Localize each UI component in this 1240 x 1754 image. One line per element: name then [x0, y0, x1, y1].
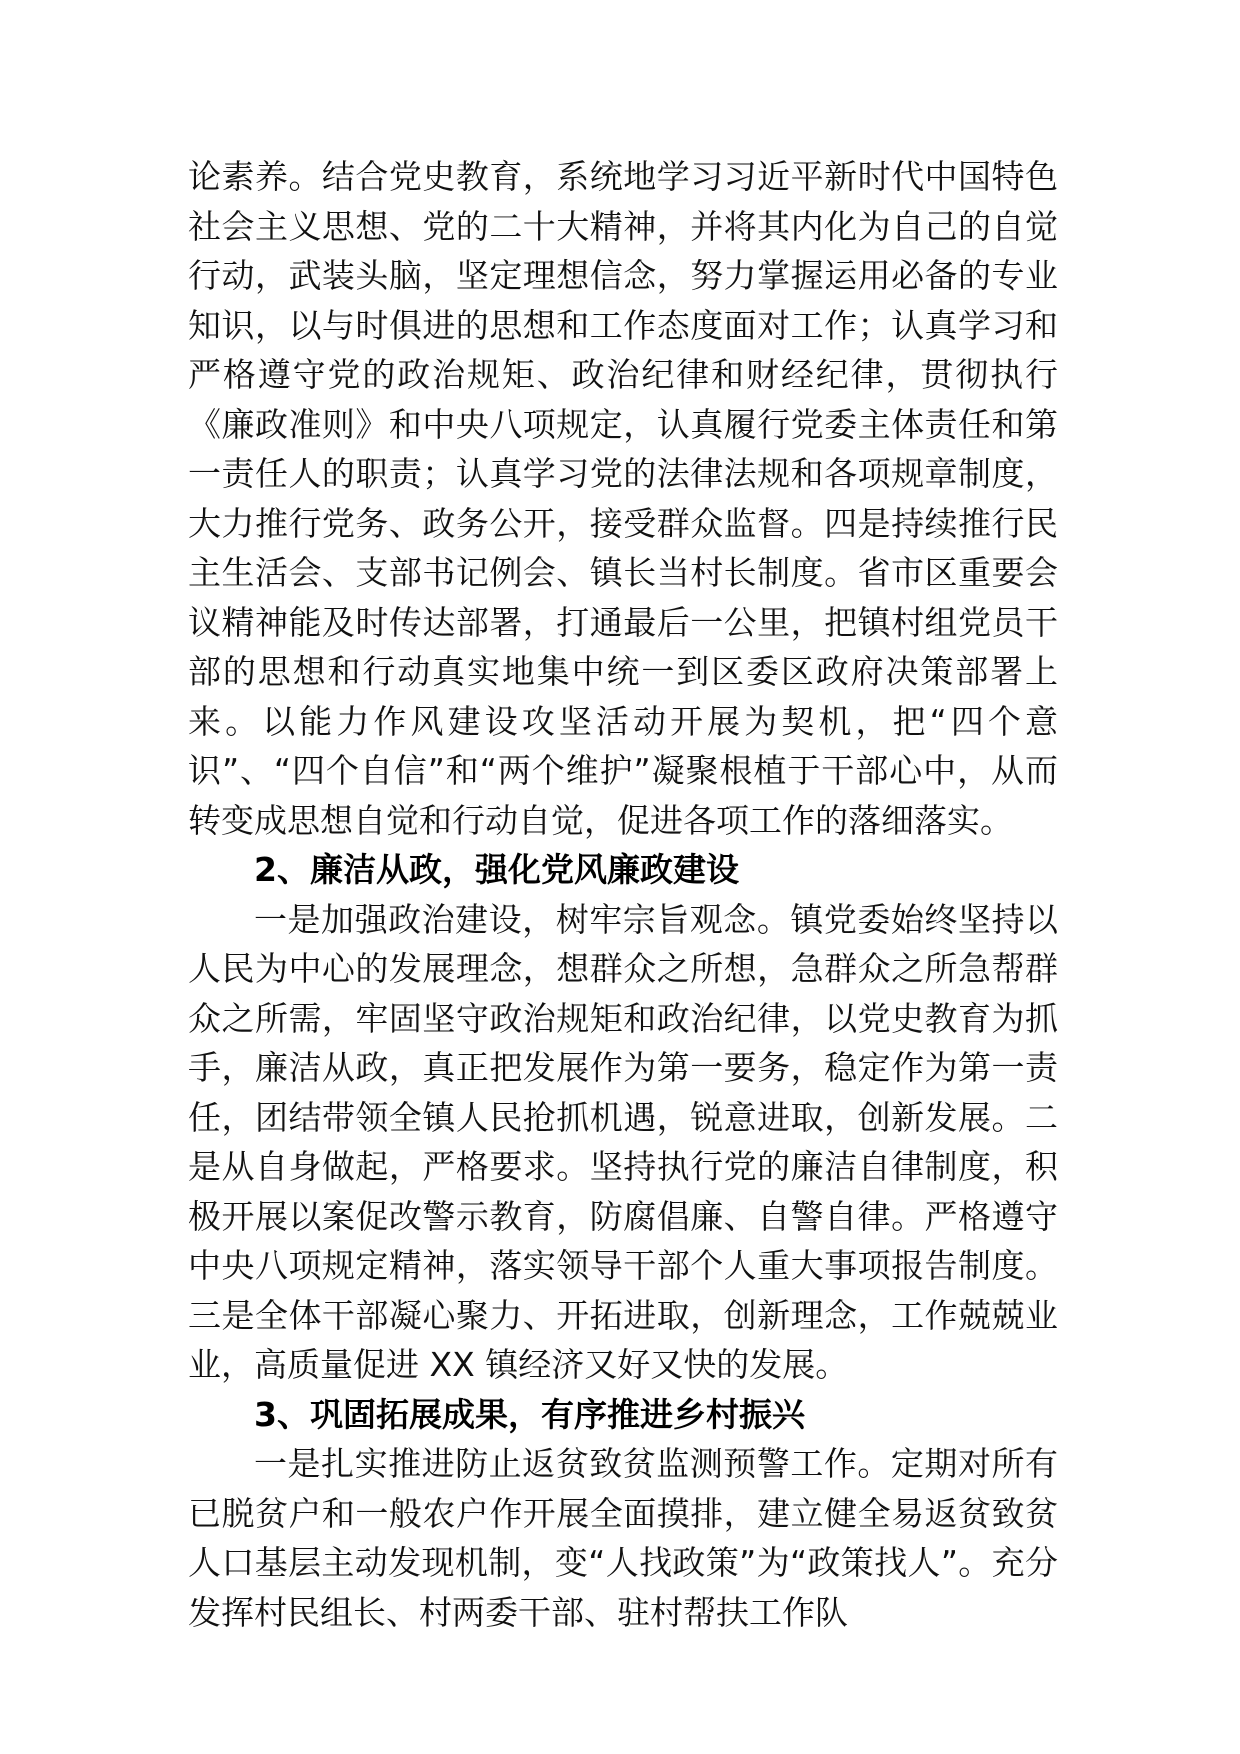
body-paragraph-section-3: 一是扎实推进防止返贫致贫监测预警工作。定期对所有已脱贫户和一般农户作开展全面摸排，建立健全易返贫致贫人口基层主动发现机制，变“人找政策”为“政策找人”。充分发挥村民组长、村两委干部、驻村帮扶工作队	[188, 1444, 1058, 1632]
document-page	[188, 152, 1058, 1637]
section-heading-3: 3、巩固拓展成果，有序推进乡村振兴	[254, 1394, 805, 1434]
section-heading-2: 2、廉洁从政，强化党风廉政建设	[254, 850, 739, 889]
body-paragraph-section-2: 一是加强政治建设，树牢宗旨观念。镇党委始终坚持以人民为中心的发展理念，想群众之所想，急群众之所急帮群众之所需，牢固坚守政治规矩和政治纪律，以党史教育为抓手，廉洁从政，真正把发展作为第一要务，稳定作为第一责任，团结带领全镇人民抢抓机遇，锐意进取，创新发展。二是从自身做起，严格要求。坚持执行党的廉洁自律制度，积极开展以案促改警示教育，防腐倡廉、自警自律。严格遵守中央八项规定精神，落实领导干部个人重大事项报告制度。三是全体干部凝心聚力、开拓进取，创新理念，工作兢兢业业，高质量促进 XX 镇经济又好又快的发展。	[188, 899, 1058, 1384]
body-paragraph-continued: 论素养。结合党史教育，系统地学习习近平新时代中国特色社会主义思想、党的二十大精神，并将其内化为自己的自觉行动，武装头脑，坚定理想信念，努力掌握运用必备的专业知识，以与时俱进的思想和工作态度面对工作；认真学习和严格遵守党的政治规矩、政治纪律和财经纪律，贯彻执行《廉政准则》和中央八项规定，认真履行党委主体责任和第一责任人的职责；认真学习党的法律法规和各项规章制度，大力推行党务、政务公开，接受群众监督。四是持续推行民主生活会、支部书记例会、镇长当村长制度。省市区重要会议精神能及时传达部署，打通最后一公里，把镇村组党员干部的思想和行动真实地集中统一到区委区政府决策部署上来。以能力作风建设攻坚活动开展为契机，把“四个意识”、“四个自信”和“两个维护”凝聚根植于干部心中，从而转变成思想自觉和行动自觉，促进各项工作的落细落实。	[188, 157, 1058, 840]
